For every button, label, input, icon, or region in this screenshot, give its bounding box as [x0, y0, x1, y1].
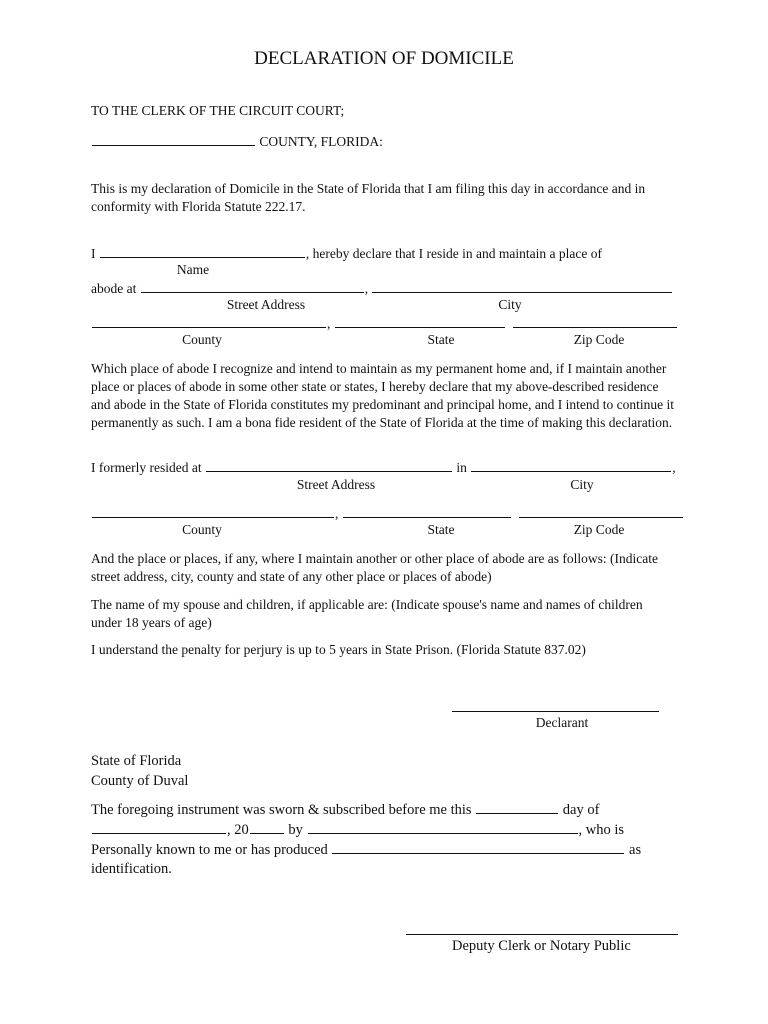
- former-county-state-zip-line: [91, 504, 684, 523]
- perjury-paragraph: I understand the penalty for perjury is up to 5 years in State Prison. (Florida Statute 837.02): [91, 642, 586, 657]
- name-blank[interactable]: [100, 244, 305, 258]
- abode-state-blank[interactable]: [335, 314, 505, 328]
- county-florida-label: COUNTY, FLORIDA:: [259, 134, 383, 149]
- by-label: by: [288, 822, 303, 838]
- abode-city-blank[interactable]: [372, 279, 672, 293]
- sworn-line: [91, 800, 599, 820]
- identification-blank[interactable]: [332, 840, 624, 854]
- year-blank[interactable]: [250, 820, 284, 834]
- former-city-caption: City: [570, 477, 594, 492]
- notary-caption: Deputy Clerk or Notary Public: [452, 938, 631, 954]
- day-of-label: day of: [562, 802, 600, 818]
- notary-state: State of Florida: [91, 753, 182, 769]
- spouse-paragraph: The name of my spouse and children, if applicable are: (Indicate spouse's name and names of children under 18 years of age): [91, 597, 643, 630]
- declarant-signature-line[interactable]: [452, 711, 659, 712]
- abode-line: [91, 279, 673, 298]
- other-abode-paragraph: And the place or places, if any, where I maintain another or other place of abode are as follows: (Indicate street address, city, county and state of any other place or places of abode): [91, 551, 659, 584]
- county-caption: County: [182, 332, 222, 347]
- county-line: [91, 132, 383, 151]
- known-line: [91, 840, 641, 860]
- abode-street-blank[interactable]: [141, 279, 364, 293]
- comma: ,: [364, 281, 369, 296]
- notary-county: County of Duval: [91, 773, 189, 789]
- declare-suffix: , hereby declare that I reside in and maintain a place of: [305, 246, 602, 261]
- abode-at-label: abode at: [91, 281, 137, 296]
- as-label: as: [629, 842, 642, 858]
- abode-county-blank[interactable]: [92, 314, 326, 328]
- name-caption: Name: [176, 262, 210, 277]
- year-prefix: , 20: [227, 822, 249, 838]
- city-caption: City: [498, 297, 522, 312]
- former-prefix: I formerly resided at: [91, 460, 202, 475]
- date-by-line: [91, 820, 624, 840]
- identification-label: identification.: [91, 861, 172, 877]
- document-title: DECLARATION OF DOMICILE: [254, 48, 514, 69]
- month-blank[interactable]: [92, 820, 226, 834]
- zip-caption: Zip Code: [573, 332, 625, 347]
- former-street-caption: Street Address: [296, 477, 376, 492]
- former-county-blank[interactable]: [92, 504, 334, 518]
- who-is-label: , who is: [578, 822, 625, 838]
- declarant-caption: Declarant: [535, 715, 589, 730]
- permanent-home-paragraph: Which place of abode I recognize and intend to maintain as my permanent home and, if I maintain another place or places of abode in some other state or states, I hereby declare that my above-described residence and abode in the State of Florida constitutes my predominant and principal home, and I intend to continue it permanently as such. I am a bona fide resident of the State of Florida at the time of making this declaration.: [91, 361, 674, 430]
- state-caption: State: [427, 332, 455, 347]
- former-residence-line: [91, 458, 676, 477]
- former-zip-blank[interactable]: [519, 504, 683, 518]
- county-blank[interactable]: [92, 132, 255, 146]
- known-prefix: Personally known to me or has produced: [91, 842, 328, 858]
- former-state-blank[interactable]: [343, 504, 511, 518]
- declare-line: [91, 244, 602, 263]
- former-city-blank[interactable]: [471, 458, 671, 472]
- affiant-blank[interactable]: [308, 820, 578, 834]
- sworn-prefix: The foregoing instrument was sworn & subscribed before me this: [91, 802, 472, 818]
- comma: ,: [335, 506, 339, 521]
- former-county-caption: County: [182, 522, 222, 537]
- street-caption: Street Address: [226, 297, 306, 312]
- addressee-line: TO THE CLERK OF THE CIRCUIT COURT;: [91, 103, 345, 118]
- former-in: in: [456, 460, 467, 475]
- comma: ,: [672, 460, 676, 475]
- day-blank[interactable]: [476, 800, 558, 814]
- former-street-blank[interactable]: [206, 458, 452, 472]
- county-state-zip-line: [91, 314, 678, 333]
- abode-zip-blank[interactable]: [513, 314, 677, 328]
- former-state-caption: State: [427, 522, 455, 537]
- comma: ,: [327, 316, 331, 331]
- declare-prefix: I: [91, 246, 96, 261]
- notary-signature-line[interactable]: [406, 934, 678, 935]
- former-zip-caption: Zip Code: [573, 522, 625, 537]
- intro-paragraph: This is my declaration of Domicile in the State of Florida that I am filing this day in accordance and in conformity with Florida Statute 222.17.: [91, 181, 646, 214]
